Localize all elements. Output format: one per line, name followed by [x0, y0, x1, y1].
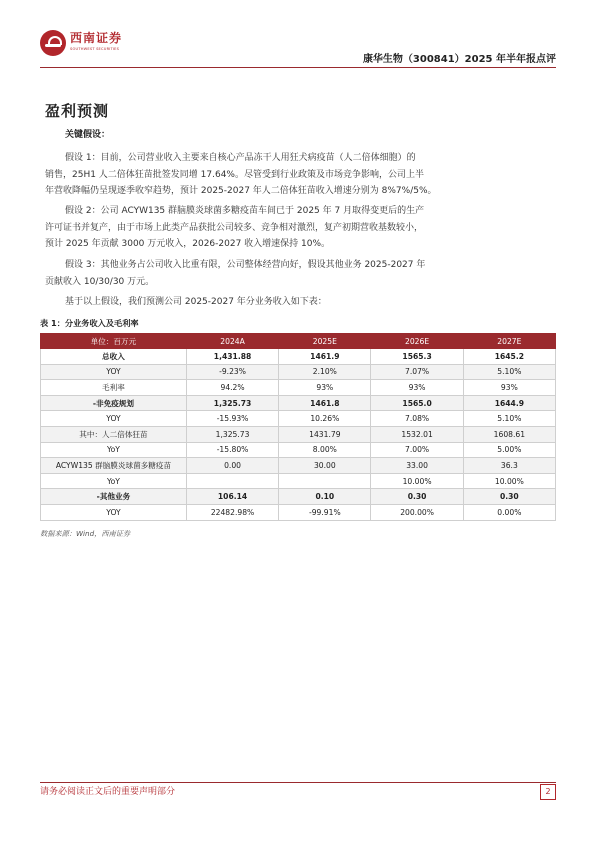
table-cell: 93% [371, 380, 463, 396]
forecast-intro-paragraph: 基于以上假设，我们预测公司 2025-2027 年分业务收入如下表： [65, 297, 327, 307]
key-assumptions-label: 关键假设： [65, 130, 111, 140]
table-cell: 0.10 [279, 489, 371, 505]
table-cell: 1,325.73 [186, 426, 278, 442]
table-cell: 93% [279, 380, 371, 396]
table-cell [186, 473, 278, 489]
table-cell: 22482.98% [186, 504, 278, 520]
table-cell: 1532.01 [371, 426, 463, 442]
table-cell: 1461.8 [279, 395, 371, 411]
table-row-label: YOY [41, 411, 187, 427]
table-row-label: -非免疫规划 [41, 395, 187, 411]
table-cell: 8.00% [279, 442, 371, 458]
table-cell: 5.10% [463, 364, 555, 380]
table-row [41, 380, 556, 396]
table-cell: -15.93% [186, 411, 278, 427]
table-row-label: YOY [41, 504, 187, 520]
table-cell [279, 473, 371, 489]
table-cell: 30.00 [279, 458, 371, 474]
table-cell: 0.00 [186, 458, 278, 474]
table-row-label: -其他业务 [41, 489, 187, 505]
table-cell: 1431.79 [279, 426, 371, 442]
table-row-label: YoY [41, 442, 187, 458]
table-row [41, 473, 556, 489]
assumption-paragraph-2: 假设 2：公司 ACYW135 群脑膜炎球菌多糖疫苗车间已于 2025 年 7 月取得变更后的生产 许可证书并复产，由于市场上此类产品获批公司较多、竞争相对激烈，复产初期营收基数较小， 预计 2025 年贡献 3000 万元收入，2026-2027 收入增速保持 10%。 [45, 206, 425, 249]
table-row [41, 411, 556, 427]
table-row-label: 毛利率 [41, 380, 187, 396]
table-cell: 33.00 [371, 458, 463, 474]
table-cell: 0.00% [463, 504, 555, 520]
table-cell: -99.91% [279, 504, 371, 520]
table-row-label: 总收入 [41, 349, 187, 365]
table-cell: 1,325.73 [186, 395, 278, 411]
table-cell: 5.00% [463, 442, 555, 458]
table-row [41, 364, 556, 380]
table-cell: 94.2% [186, 380, 278, 396]
table-cell: 7.08% [371, 411, 463, 427]
table-header-2026e: 2026E [371, 334, 463, 349]
table-cell: 7.00% [371, 442, 463, 458]
section-title: 盈利预测 [45, 102, 110, 120]
table-source: 数据来源：Wind，西南证券 [40, 529, 131, 538]
logo-name-en: SOUTHWEST SECURITIES [70, 47, 120, 51]
table-cell: 10.00% [463, 473, 555, 489]
table-header-2024a: 2024A [186, 334, 278, 349]
table-row [41, 489, 556, 505]
table-row [41, 426, 556, 442]
table-cell: 7.07% [371, 364, 463, 380]
table-row [41, 349, 556, 365]
table-body [41, 349, 556, 521]
table-cell: -15.80% [186, 442, 278, 458]
table-header-unit: 单位：百万元 [41, 334, 187, 349]
table-cell: -9.23% [186, 364, 278, 380]
table-cell: 200.00% [371, 504, 463, 520]
table-cell: 0.30 [371, 489, 463, 505]
table-row-label: 其中：人二倍体狂苗 [41, 426, 187, 442]
table-cell: 1461.9 [279, 349, 371, 365]
table-row-label: YOY [41, 364, 187, 380]
logo-name-cn: 西南证券 [70, 31, 123, 45]
company-logo [40, 28, 150, 60]
table-header-2025e: 2025E [279, 334, 371, 349]
table-cell: 2.10% [279, 364, 371, 380]
table-header-row [41, 334, 556, 349]
header-divider [40, 67, 556, 68]
page-number: 2 [540, 784, 556, 800]
table-cell: 1565.0 [371, 395, 463, 411]
assumption-paragraph-1: 假设 1：目前，公司营业收入主要来自核心产品冻干人用狂犬病疫苗（人二倍体细胞）的 销售，25H1 人二倍体狂苗批签发同增 17.64%。尽管受到行业政策及市场竞争影响，公司上半 年营收降幅仍呈现逐季收窄趋势，预计 2025-2027 年人二倍体狂苗收入增速分别为 8%7%/5%。 [45, 153, 437, 196]
table-cell: 0.30 [463, 489, 555, 505]
table-cell: 1608.61 [463, 426, 555, 442]
table-cell: 1,431.88 [186, 349, 278, 365]
table-cell: 10.26% [279, 411, 371, 427]
footer-divider [40, 782, 556, 783]
footer-disclaimer: 请务必阅读正文后的重要声明部分 [40, 787, 176, 797]
table-row [41, 395, 556, 411]
report-title: 康华生物（300841）2025 年半年报点评 [362, 54, 556, 65]
table-row [41, 504, 556, 520]
revenue-forecast-table [40, 333, 556, 521]
table-row [41, 442, 556, 458]
logo-icon [40, 30, 66, 56]
table-caption: 表 1：分业务收入及毛利率 [40, 318, 139, 328]
table-cell: 106.14 [186, 489, 278, 505]
table-row-label: YoY [41, 473, 187, 489]
table-row-label: ACYW135 群脑膜炎球菌多糖疫苗 [41, 458, 187, 474]
table-cell: 10.00% [371, 473, 463, 489]
assumption-paragraph-3: 假设 3：其他业务占公司收入比重有限，公司整体经营向好，假设其他业务 2025-2027 年 贡献收入 10/30/30 万元。 [45, 260, 426, 287]
table-cell: 93% [463, 380, 555, 396]
page-header [40, 22, 556, 66]
table-cell: 36.3 [463, 458, 555, 474]
table-cell: 1645.2 [463, 349, 555, 365]
table-cell: 5.10% [463, 411, 555, 427]
table-cell: 1644.9 [463, 395, 555, 411]
table-row [41, 458, 556, 474]
table-cell: 1565.3 [371, 349, 463, 365]
table-header-2027e: 2027E [463, 334, 555, 349]
